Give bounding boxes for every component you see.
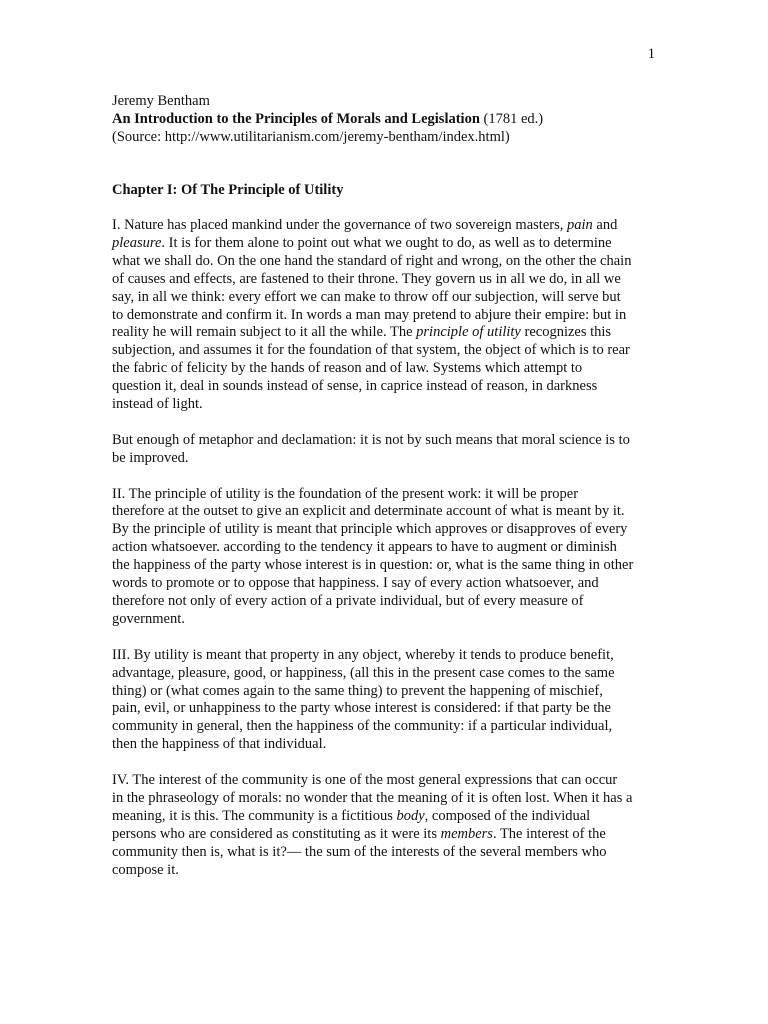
work-title-line <box>112 110 672 128</box>
paragraph-1 <box>112 217 672 414</box>
text-line: But enough of metaphor and declamation: it is not by such means that moral science is to <box>112 431 630 448</box>
text-line: III. By utility is meant that property in any object, whereby it tends to produce benefit, <box>112 646 614 663</box>
text-line: of causes and effects, are fastened to their throne. They govern us in all we do, in all we <box>112 270 621 287</box>
source-line: (Source: http://www.utilitarianism.com/jeremy-bentham/index.html) <box>112 129 510 145</box>
text-line: II. The principle of utility is the foundation of the present work: it will be proper <box>112 485 579 502</box>
paragraph-4 <box>112 647 672 754</box>
text-line: reality he will remain subject to it all the while. The principle of utility recognizes this <box>112 324 612 341</box>
text-line: advantage, pleasure, good, or happiness, (all this in the present case comes to the same <box>112 664 615 681</box>
text-line: thing) or (what comes again to the same thing) to prevent the happening of mischief, <box>112 682 603 699</box>
text-line: compose it. <box>112 861 179 878</box>
paragraph-3 <box>112 486 672 629</box>
emphasis-pleasure: pleasure <box>112 234 162 251</box>
text-line: I. Nature has placed mankind under the governance of two sovereign masters, pain and <box>112 217 618 233</box>
text-line: action whatsoever. according to the tendency it appears to have to augment or diminish <box>112 539 617 556</box>
text-line: say, in all we think: every effort we can make to throw off our subjection, will serve but <box>112 288 621 305</box>
paragraph-2 <box>112 432 672 468</box>
text-line: therefore not only of every action of a private individual, but of every measure of <box>112 593 584 609</box>
text-line: question it, deal in sounds instead of sense, in caprice instead of reason, in darkness <box>112 378 598 395</box>
work-title: An Introduction to the Principles of Morals and Legislation <box>112 111 480 127</box>
emphasis-principle-of-utility: principle of utility <box>416 324 521 341</box>
text-line: the fabric of felicity by the hands of reason and of law. Systems which attempt to <box>112 360 583 377</box>
author-name: Jeremy Bentham <box>112 93 210 109</box>
text-line: to demonstrate and confirm it. In words a man may pretend to abjure their empire: but in <box>112 306 627 323</box>
text-line: in the phraseology of morals: no wonder that the meaning of it is often lost. When it has a <box>112 789 633 806</box>
text-line: pain, evil, or unhappiness to the party whose interest is considered: if that party be the <box>112 700 611 717</box>
text-line: IV. The interest of the community is one of the most general expressions that can occur <box>112 772 618 789</box>
text-line: community in general, then the happiness of the community: if a particular individual, <box>112 718 613 735</box>
edition: (1781 ed.) <box>479 111 544 127</box>
text-line: community then is, what is it?— the sum of the interests of the several members who <box>112 843 607 860</box>
text-line: meaning, it is this. The community is a fictitious body, composed of the individual <box>112 807 591 824</box>
text-line: government. <box>112 610 185 627</box>
text-line: pleasure. It is for them alone to point out what we ought to do, as well as to determine <box>112 234 612 251</box>
page-number: 1 <box>647 46 655 62</box>
text-line: subjection, and assumes it for the foundation of that system, the object of which is to rear <box>112 342 630 359</box>
text-line: therefore at the outset to give an explicit and determinate account of what is meant by it. <box>112 503 625 520</box>
document-header <box>112 92 672 146</box>
text-line: be improved. <box>112 449 189 466</box>
text-line: the happiness of the party whose interest is in question: or, what is the same thing in other <box>112 557 634 574</box>
emphasis-members: members <box>440 825 493 842</box>
chapter-title: Chapter I: Of The Principle of Utility <box>112 182 344 198</box>
emphasis-body: body <box>396 807 425 824</box>
text-line: instead of light. <box>112 396 203 413</box>
text-line: words to promote or to oppose that happiness. I say of every action whatsoever, and <box>112 575 599 592</box>
text-line: By the principle of utility is meant that principle which approves or disapproves of every <box>112 521 628 538</box>
text-line: persons who are considered as constituting as it were its members. The interest of the <box>112 825 606 842</box>
text-line: what we shall do. On the one hand the standard of right and wrong, on the other the chain <box>112 252 632 269</box>
paragraph-5 <box>112 772 672 879</box>
text-line: then the happiness of that individual. <box>112 736 327 753</box>
body-text <box>112 217 672 897</box>
emphasis-pain: pain <box>566 217 593 233</box>
